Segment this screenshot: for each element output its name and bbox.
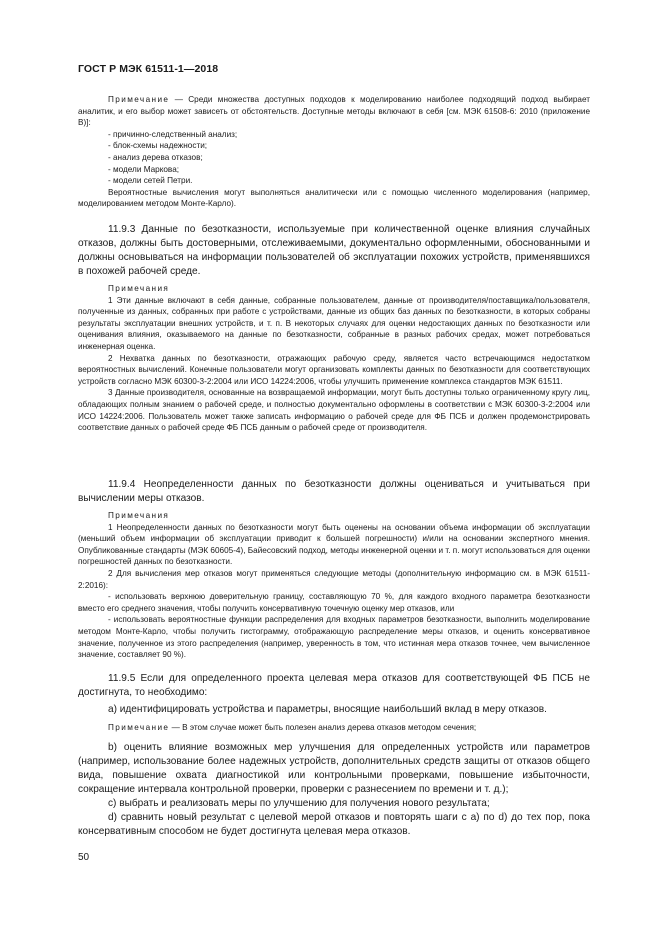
item-d: d) сравнить новый результат с целевой мерой отказов и повторять шаги с a) по d) до тех пор, пока консервативным способом не будет достигнута целевая мера отказов. <box>78 811 590 837</box>
note-label: Примечание <box>108 95 170 104</box>
notes-title: Примечания <box>108 284 170 293</box>
item-c: c) выбрать и реализовать меры по улучшению для получения нового результата; <box>108 797 490 809</box>
note-text: — Среди множества доступных подходов к моделированию наиболее подходящий подход выбирает аналитик, и его выбор может зависеть от обстоятельств. Доступные методы включают в себя [см. МЭК 61508-6: 2010 (приложение В)]: <box>78 95 590 128</box>
paragraph: 11.9.5 Если для определенного проекта целевая мера отказов для соответствующей ФБ ПСБ не достигнута, то необходимо: <box>78 673 590 698</box>
note-modeling-methods <box>78 94 590 210</box>
paragraph: 11.9.3 Данные по безотказности, используемые при количественной оценке влияния случайных отказов, должны быть достоверными, отслеживаемыми, документально оформленными, обоснованными и должны основываться на информации пользователей об эксплуатации похожих устройств, применявшихся в похожей рабочей среде. <box>78 224 590 277</box>
document-header: ГОСТ Р МЭК 61511-1—2018 <box>78 63 219 75</box>
clause-11-9-4 <box>78 478 590 506</box>
note-subitem: - использовать вероятностные функции распределения для входных параметров безотказности, выполнить моделирование методом Монте-Карло, чтобы получить гистограмму, отображающую распределение меры отказов, и оценить консервативное значение, полученное из этого распределения (например, уверенность в том, что истинная мера отказов точнее, чем вычисленное значение, составляет 90 %). <box>78 615 590 660</box>
note-item: 3 Данные производителя, основанные на возвращаемой информации, могут быть доступны только ограниченному кругу лиц, обладающих полным знанием о рабочей среде, и полностью документально оформлены в соответствии с МЭК 60300-3-2:2004 или ИСО 14224:2006. Пользователь может также записать информацию о рабочей среде для ФБ ПСБ и должен продемонстрировать соответствие данных о рабочей среде ФБ ПСБ данным о рабочей среде от производителя. <box>78 388 590 433</box>
note-intro <box>78 94 590 129</box>
clause-11-9-5 <box>78 672 590 839</box>
list-item: - блок-схемы надежности; <box>108 141 208 151</box>
list-item: - модели сетей Петри. <box>108 176 193 186</box>
note-fault-tree <box>78 722 590 734</box>
note-item: 1 Эти данные включают в себя данные, собранные пользователем, данные от производителя/поставщика/пользователя, полученные из данных, собранных при работе с устройствами, данные из общих баз данных по безотказности, в которых собраны результаты эксплуатации внешних устройств, и т. п. В некоторых случаях для оценки недостающих данных по безотказности или оценивания влияния, оказываемого на данные по безотказности, собранные в разных рабочих средах, может потребоваться инженерная оценка. <box>78 295 590 351</box>
item-a: a) идентифицировать устройства и параметры, вносящие наибольший вклад в меру отказов. <box>108 704 547 715</box>
methods-list <box>78 129 590 187</box>
page-number: 50 <box>78 852 90 863</box>
list-item: - модели Маркова; <box>108 164 180 174</box>
note-item: 2 Для вычисления мер отказов могут применяться следующие методы (дополнительную информацию см. в МЭК 61511-2:2016): <box>78 568 590 590</box>
notes-title: Примечания <box>108 511 170 520</box>
note-text: — В этом случае может быть полезен анализ дерева отказов методом сечения; <box>169 723 477 732</box>
note-item: 2 Нехватка данных по безотказности, отражающих рабочую среду, является часто встречающимся недостатком вероятностных вычислений. Конечные пользователи могут организовать комплекты данных по безотказности для соответствующих устройств согласно МЭК 60300-3-2:2004 или ИСО 14224:2006, чтобы улучшить применение комплекса стандартов МЭК 61511. <box>78 353 590 386</box>
note-subitem: - использовать верхнюю доверительную границу, составляющую 70 %, для каждого входного параметра безотказности вместо его среднего значения, чтобы получить консервативную точечную оценку мер отказов, или <box>78 592 590 613</box>
note-label: Примечание <box>108 723 170 732</box>
note-closing: Вероятностные вычисления могут выполняться аналитически или с помощью численного моделирования (например, моделированием методом Монте-Карло). <box>78 187 590 209</box>
list-item: - причинно-следственный анализ; <box>108 129 238 139</box>
item-b: b) оценить влияние возможных мер улучшения для определенных устройств или параметров (например, использование более надежных устройств, дополнительных средств защиты от отказов общего вида, повышение охвата диагностикой или контрольными проверками, повышение избыточности, сокращение интервала контрольной проверки, проверки с разнесением по времени и т. д.); <box>78 741 590 795</box>
clause-11-9-3 <box>78 223 590 279</box>
notes-reliability-data <box>78 283 590 434</box>
list-item: - анализ дерева отказов; <box>108 152 203 162</box>
notes-uncertainty <box>78 510 590 661</box>
note-item: 1 Неопределенности данных по безотказности могут быть оценены на основании объема информации об эксплуатации (меньший объем информации об эксплуатации приводит к большей погрешности) и/или на основании экспертного мнения. Опубликованные стандарты (МЭК 60605-4), Байесовский подход, методы инженерной оценки и т. п. могут использоваться для оценки погрешностей данных по безотказности. <box>78 522 590 567</box>
paragraph: 11.9.4 Неопределенности данных по безотказности должны оцениваться и учитываться при вычислении меры отказов. <box>78 479 590 504</box>
